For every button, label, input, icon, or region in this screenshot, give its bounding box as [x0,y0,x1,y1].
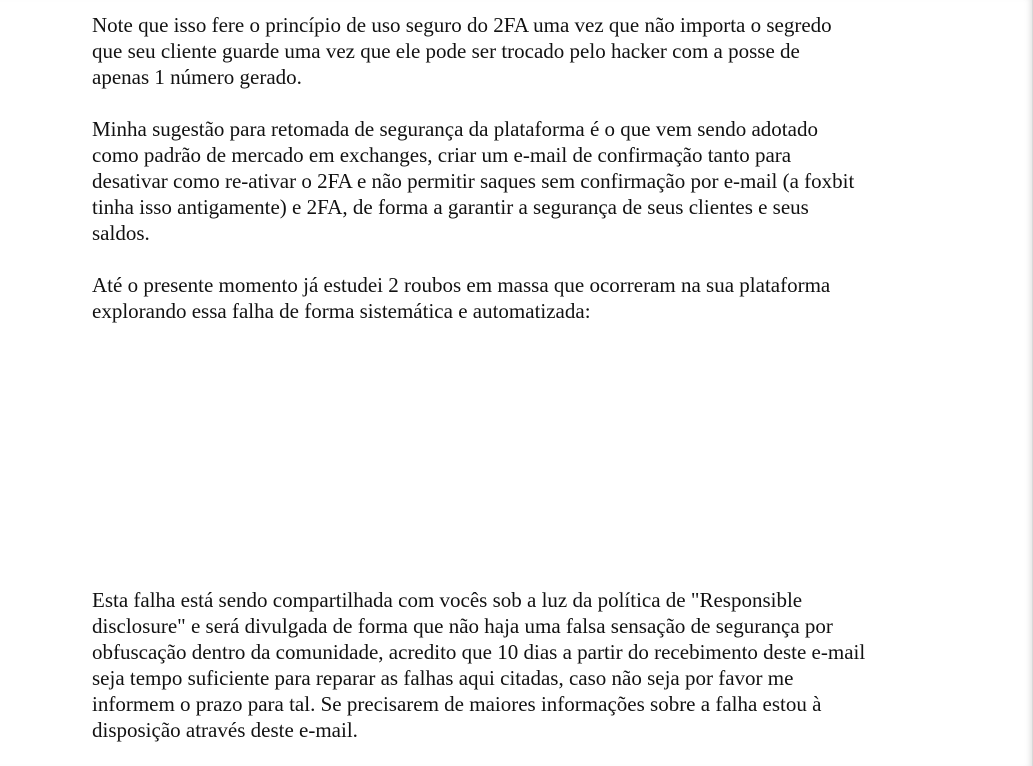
document-body [92,12,952,743]
paragraph-security-suggestion: Minha sugestão para retomada de segurança da plataforma é o que vem sendo adotado como padrão de mercado em exchanges, criar um e-mail de confirmação tanto para desativar como re-ativar o 2FA e não permitir saques sem confirmação por e-mail (a foxbit tinha isso antigamente) e 2FA, de forma a garantir a segurança de seus clientes e seus saldos. [92,117,855,245]
paragraph-2fa-principle: Note que isso fere o princípio de uso seguro do 2FA uma vez que não importa o segredo que seu cliente guarde uma vez que ele pode ser trocado pelo hacker com a posse de apenas 1 número gerado. [92,13,832,89]
paragraph-mass-thefts: Até o presente momento já estudei 2 roubos em massa que ocorreram na sua plataforma explorando essa falha de forma sistemática e automatizada: [92,273,831,323]
paragraph-gap [92,246,952,272]
paragraph-responsible-disclosure: Esta falha está sendo compartilhada com vocês sob a luz da política de "Responsible disclosure" e será divulgada de forma que não haja uma falsa sensação de segurança por obfuscação dentro da comunidade, acredito que 10 dias a partir do recebimento deste e-mail seja tempo suficiente para reparar as falhas aqui citadas, caso não seja por favor me informem o prazo para tal. Se precisarem de maiores informações sobre a falha estou à disposição através deste e-mail. [92,588,866,742]
blank-area [92,324,952,587]
paragraph-gap [92,90,952,116]
